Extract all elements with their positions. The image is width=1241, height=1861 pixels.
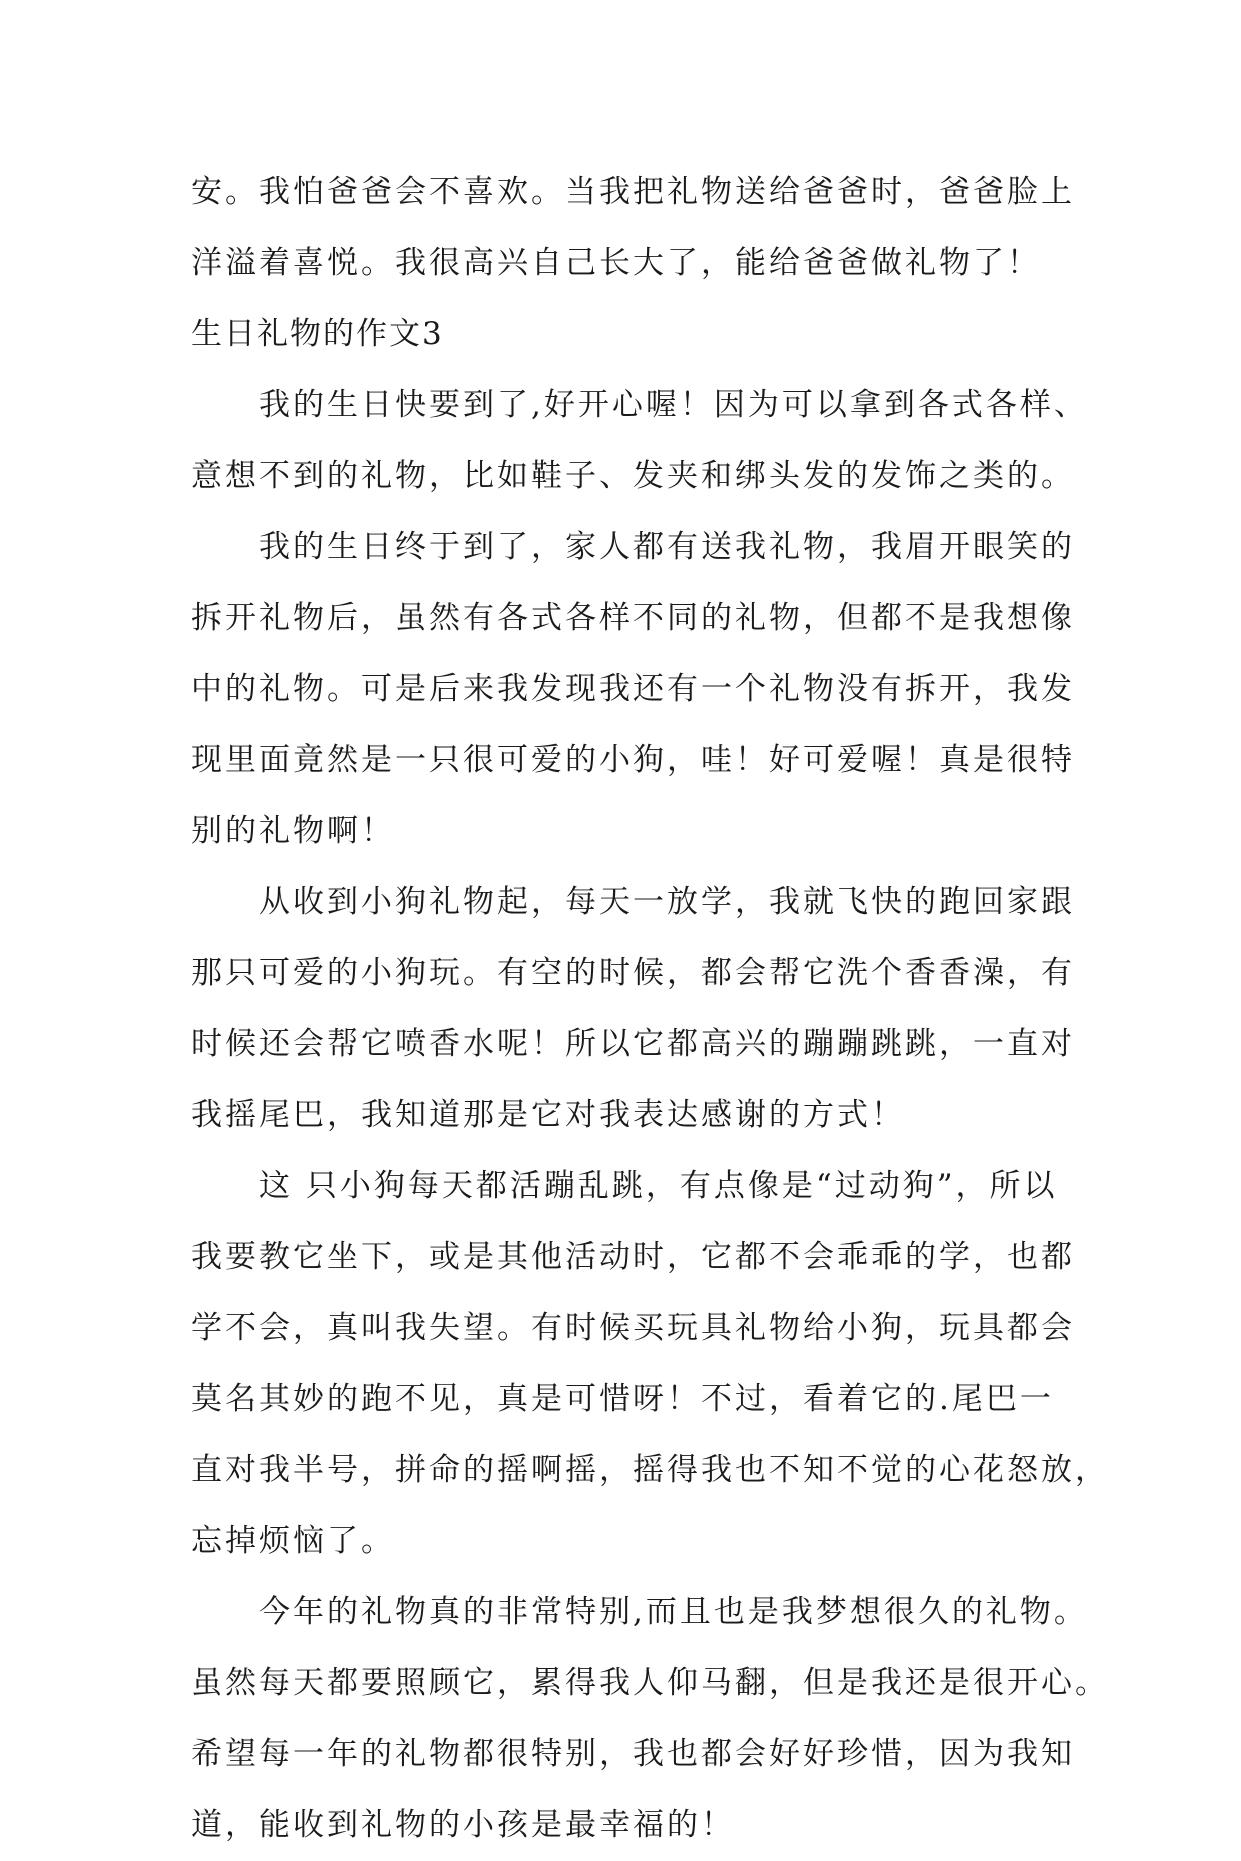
text-line: 莫名其妙的跑不见，真是可惜呀！不过，看着它的.尾巴一 <box>191 1381 1054 1417</box>
text-line: 道，能收到礼物的小孩是最幸福的！ <box>191 1807 735 1843</box>
text-line: 那只可爱的小狗玩。有空的时候，都会帮它洗个香香澡，有 <box>191 955 1075 991</box>
text-line: 我的生日快要到了,好开心喔！因为可以拿到各式各样、 <box>259 387 1088 423</box>
text-line: 别的礼物啊！ <box>191 813 395 849</box>
paragraph-1 <box>191 370 1088 512</box>
text-line: 洋溢着喜悦。我很高兴自己长大了，能给爸爸做礼物了！ <box>191 245 1041 281</box>
text-line: 时候还会帮它喷香水呢！所以它都高兴的蹦蹦跳跳，一直对 <box>191 1026 1075 1062</box>
paragraph-5 <box>191 1577 1109 1861</box>
text-line: 学不会，真叫我失望。有时候买玩具礼物给小狗，玩具都会 <box>191 1310 1075 1346</box>
section-heading: 生日礼物的作文3 <box>191 316 444 352</box>
text-line: 拆开礼物后，虽然有各式各样不同的礼物，但都不是我想像 <box>191 600 1075 636</box>
text-line: 直对我半号，拼命的摇啊摇，摇得我也不知不觉的心花怒放， <box>191 1452 1109 1488</box>
text-line: 我要教它坐下，或是其他活动时，它都不会乖乖的学，也都 <box>191 1239 1075 1275</box>
document-body <box>191 157 1109 1861</box>
paragraph-3 <box>191 867 1075 1151</box>
continued-paragraph <box>191 157 1075 299</box>
text-line: 这 只小狗每天都活蹦乱跳，有点像是“过动狗”，所以 <box>259 1168 1058 1204</box>
text-line: 忘掉烦恼了。 <box>191 1523 395 1559</box>
text-line: 今年的礼物真的非常特别,而且也是我梦想很久的礼物。 <box>259 1594 1088 1630</box>
text-line: 中的礼物。可是后来我发现我还有一个礼物没有拆开，我发 <box>191 671 1075 707</box>
text-line: 我摇尾巴，我知道那是它对我表达感谢的方式！ <box>191 1097 905 1133</box>
text-line: 虽然每天都要照顾它，累得我人仰马翻，但是我还是很开心。 <box>191 1665 1109 1701</box>
paragraph-2 <box>191 512 1075 867</box>
text-line: 希望每一年的礼物都很特别，我也都会好好珍惜，因为我知 <box>191 1736 1075 1772</box>
text-line: 安。我怕爸爸会不喜欢。当我把礼物送给爸爸时，爸爸脸上 <box>191 174 1075 210</box>
text-line: 我的生日终于到了，家人都有送我礼物，我眉开眼笑的 <box>259 529 1075 565</box>
text-line: 现里面竟然是一只很可爱的小狗，哇！好可爱喔！真是很特 <box>191 742 1075 778</box>
text-line: 从收到小狗礼物起，每天一放学，我就飞快的跑回家跟 <box>259 884 1075 920</box>
paragraph-4 <box>191 1151 1109 1577</box>
text-line: 意想不到的礼物，比如鞋子、发夹和绑头发的发饰之类的。 <box>191 458 1075 494</box>
